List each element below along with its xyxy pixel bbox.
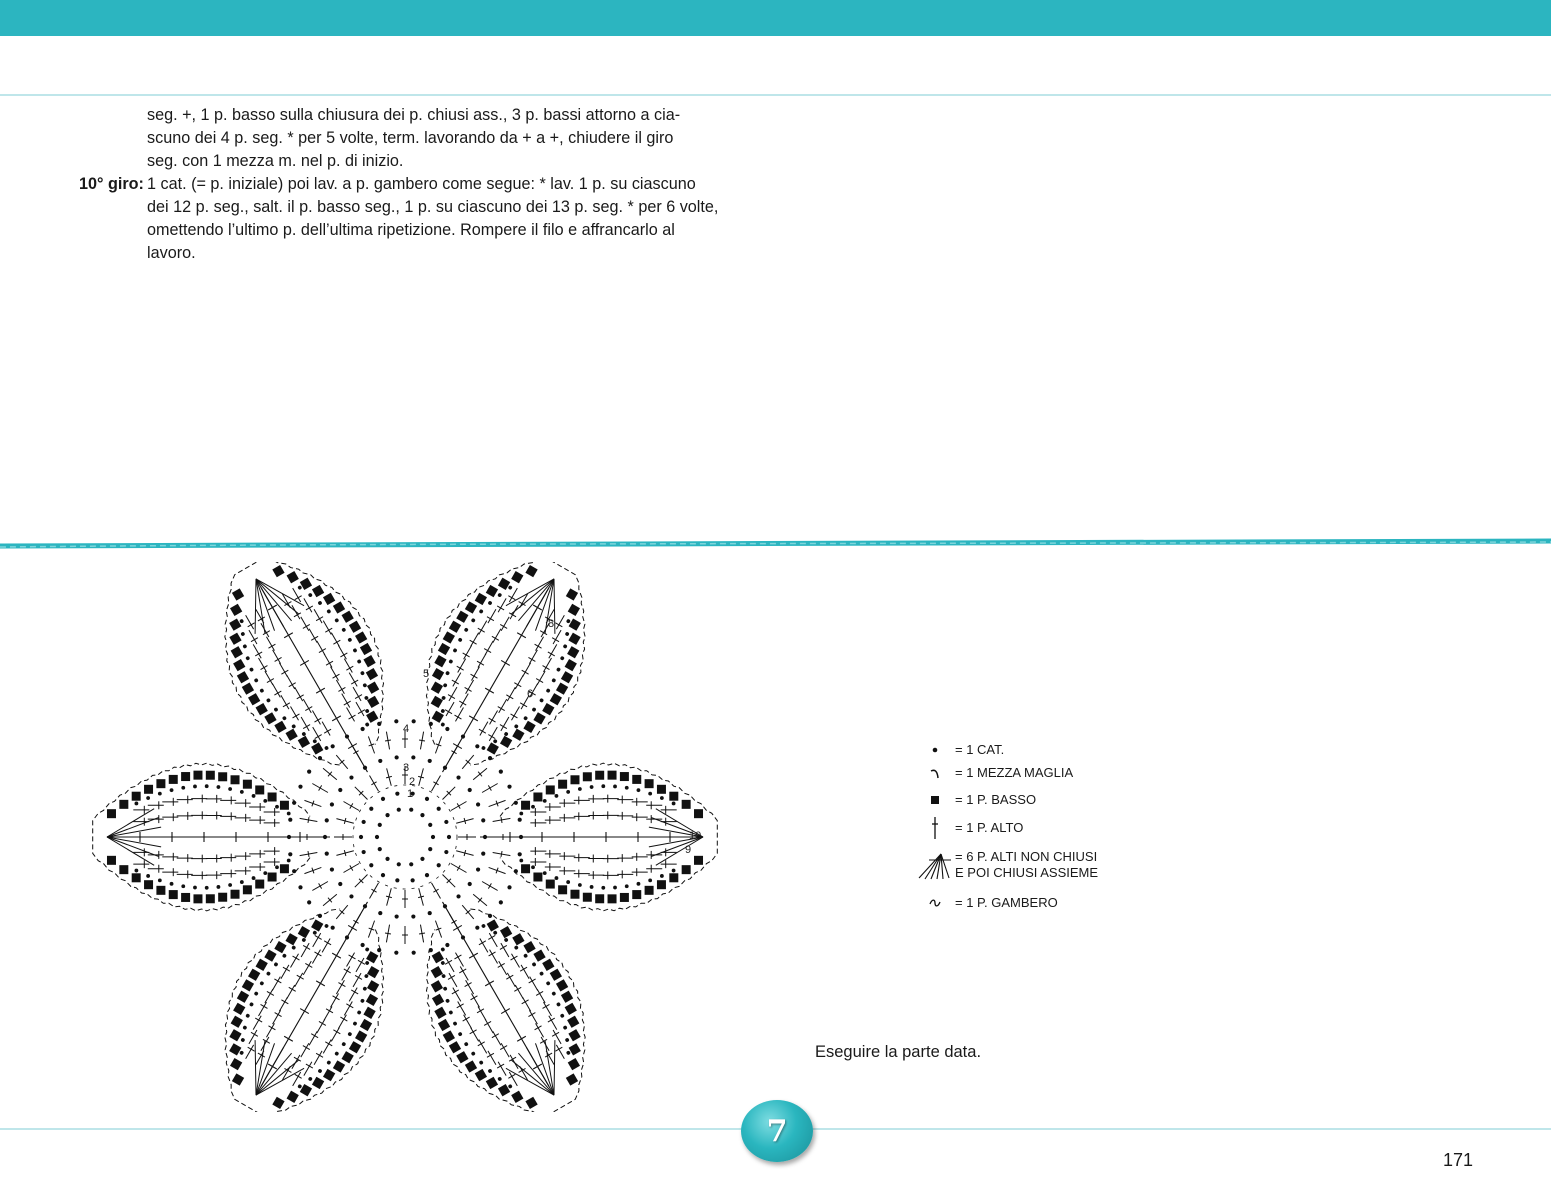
legend-row	[915, 848, 1098, 882]
page-number: 171	[1443, 1150, 1474, 1170]
text-line: lavoro.	[147, 244, 196, 262]
continuation-paragraph	[0, 104, 740, 173]
header-rule	[0, 94, 1551, 96]
round-number: 5	[423, 668, 430, 680]
round-number: 10	[689, 830, 702, 842]
legend-row	[915, 816, 1023, 840]
round-label: 10° giro:	[79, 175, 144, 193]
double-crochet-cross-icon	[915, 818, 955, 838]
crochet-chart	[90, 562, 720, 1112]
note-text: Eseguire la parte data.	[815, 1043, 982, 1061]
cluster-fan-icon	[915, 855, 955, 875]
legend-label: = 1 MEZZA MAGLIA	[955, 765, 1074, 780]
legend-row	[915, 763, 1073, 783]
legend-row	[915, 893, 1058, 913]
round-number: 6	[527, 688, 534, 700]
yarn-divider	[0, 537, 1551, 551]
text-line: 1 cat. (= p. iniziale) poi lav. a p. gambero come segue: * lav. 1 p. su ciascuno	[147, 175, 696, 193]
text-line: seg. con 1 mezza m. nel p. di inizio.	[147, 152, 404, 170]
legend-label: = 1 P. BASSO	[955, 792, 1037, 807]
slip-stitch-arc-icon	[915, 763, 955, 783]
legend-label: = 1 CAT.	[955, 742, 1005, 757]
single-crochet-square-icon	[915, 790, 955, 810]
round-number: 4	[403, 723, 410, 735]
text-line: omettendo l’ultimo p. dell’ultima ripetizione. Rompere il filo e affrancarlo al	[147, 221, 675, 239]
instructions-text	[0, 104, 740, 265]
pattern-number: 7	[766, 1113, 788, 1149]
text-line: scuno dei 4 p. seg. * per 5 volte, term. lavorando da + a +, chiudere il giro	[147, 129, 674, 147]
text-line: seg. +, 1 p. basso sulla chiusura dei p. chiusi ass., 3 p. bassi attorno a cia-	[147, 106, 681, 124]
legend-label: = 1 P. ALTO	[955, 820, 1024, 835]
pattern-number-badge	[741, 1100, 813, 1162]
petal	[480, 763, 717, 911]
petal	[93, 763, 330, 911]
chain-dot-icon	[915, 740, 955, 760]
round-number: 9	[685, 844, 692, 856]
header-band	[0, 0, 1551, 36]
legend-row	[915, 740, 1004, 760]
legend-row	[915, 790, 1036, 810]
reverse-sc-wave-icon	[915, 893, 955, 913]
legend-label: = 6 P. ALTI NON CHIUSI E POI CHIUSI ASSIEME	[955, 849, 1099, 880]
legend-label: = 1 P. GAMBERO	[955, 895, 1058, 910]
round-number: 8	[548, 618, 555, 630]
round-number: 2	[409, 776, 416, 788]
text-line: dei 12 p. seg., salt. il p. basso seg., 1 p. su ciascuno dei 13 p. seg. * per 6 volte,	[147, 198, 719, 216]
round-10-paragraph	[0, 173, 740, 265]
round-number: 3	[403, 762, 410, 774]
round-number: 1	[407, 788, 414, 800]
